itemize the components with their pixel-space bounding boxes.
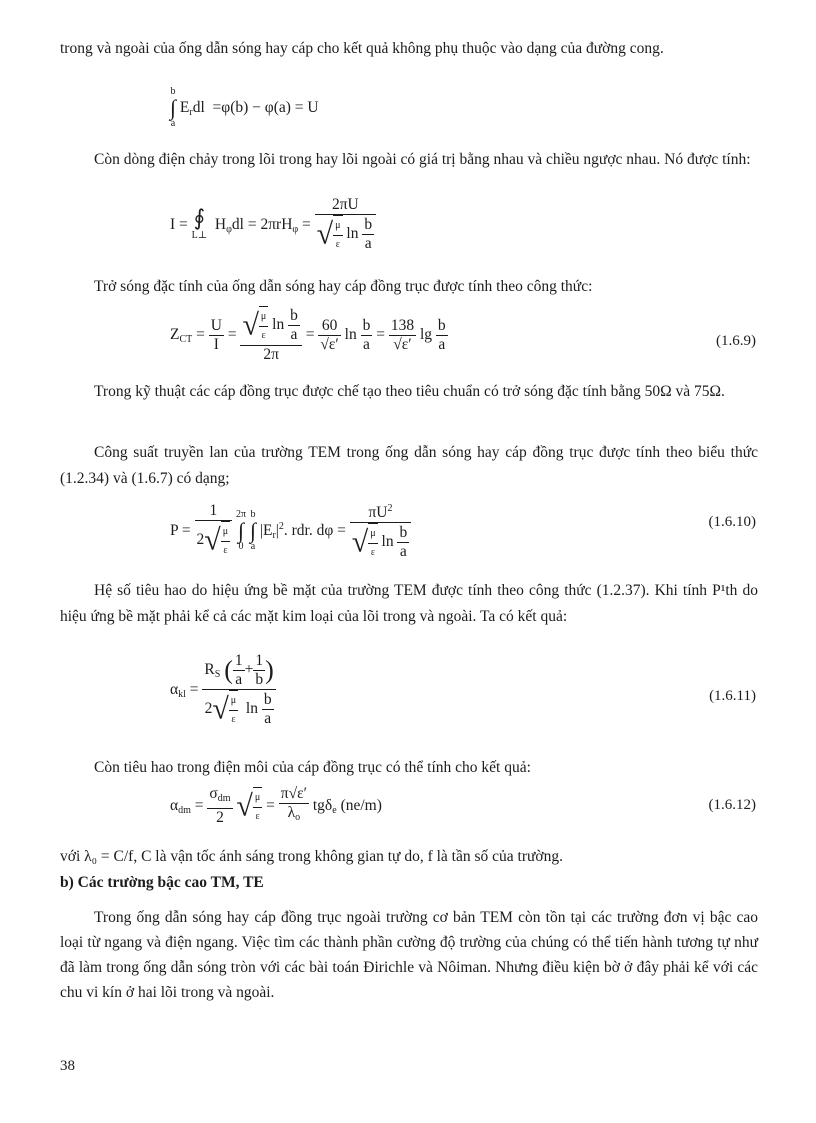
page-number: 38 [60, 1058, 75, 1074]
paragraph-3: Trở sóng đặc tính của ống dẫn sóng hay cáp đồng trục được tính theo công thức: [94, 278, 593, 295]
equation-current: I = ∮ L⊥ $H_\varphi dl = 2\pi rH_\varphi$ = 2πU √ $\frac{\mu}{\varepsilon}$ ln $\frac{b}{a}$ [170, 196, 376, 254]
paragraph-4: Trong kỹ thuật các cáp đồng trục được chế tạo theo tiêu chuẩn có trở sóng đặc tính bằng 50Ω và 75Ω. [94, 383, 725, 400]
equation-number-1-6-10: (1.6.10) [708, 514, 756, 530]
equation-number-1-6-12: (1.6.12) [708, 797, 756, 813]
paragraph-7: Còn tiêu hao trong điện môi của cáp đồng trục có thể tính cho kết quả: [94, 759, 531, 776]
paragraph-9: Trong ống dẫn sóng hay cáp đồng trục ngoài trường cơ bản TEM còn tồn tại các trường đơn vị bậc cao loại từ ngang và điện ngang. Việc tìm các thành phần cường độ trường của chúng có thể tiến hành tương tự như đã làm trong ống dẫn sóng tròn với các bài toán Đirichle và Nôiman. Nhưng điều kiện bờ ở đây phải kể với các chu vi kín ở hai lõi trong và ngoài. [60, 909, 758, 1001]
equation-integral-potential: b ∫ a $E_rdl =\varphi(b) - \varphi(a) = U$ [170, 86, 319, 129]
equation-surface-loss: $\alpha_{kl}$ = $R_S$ ( $\frac{1}{a}$ + $\frac{1}{b}$ ) 2√ $\frac{\mu}{\varepsilon}$ ln $\frac{b}{a}$ [170, 652, 274, 727]
equation-number-1-6-11: (1.6.11) [709, 688, 756, 704]
equation-number-1-6-9: (1.6.9) [716, 333, 756, 349]
paragraph-5: Công suất truyền lan của trường TEM trong ống dẫn sóng hay cáp đồng trục được tính theo biểu thức (1.2.34) và (1.6.7) có dạng; [60, 444, 758, 487]
equation-dielectric-loss: $\alpha_{dm}$ = $\frac{\sigma_{dm}}{2}$ √ $\frac{\mu}{\varepsilon}$ = $\frac{\pi√\varepsilon'}{\lambda_o}$ tgδ$_e$ (ne/m) [170, 785, 382, 826]
paragraph-8: với λ₀ = C/f, C là vận tốc ánh sáng trong không gian tự do, f là tần số của trường. [60, 848, 563, 865]
equation-characteristic-impedance: $Z_{CT}$ = $\frac{U}{I}$ = √ $\frac{\mu}{\varepsilon}$ ln $\frac{b}{a}$ 2π = $\frac{60}{√\varepsilon'}$ ln $\frac{b}{a}$ = $\frac{138}{√\varepsilon'}$ lg $\frac{b}{a}$ [170, 307, 446, 363]
paragraph-1: trong và ngoài của ống dẫn sóng hay cáp cho kết quả không phụ thuộc vào dạng của đường cong. [60, 40, 664, 57]
paragraph-2: Còn dòng điện chảy trong lõi trong hay lõi ngoài có giá trị bằng nhau và chiều ngược nhau. Nó được tính: [94, 151, 751, 168]
equation-power: P = 1 2√ $\frac{\mu}{\varepsilon}$ 2π ∫ 0 b ∫ a $|E_r|^2$. rdr. dφ = $\pi U^2$ √ $\frac{\mu}{\varepsilon}$ ln $\frac{b}{a}$ [170, 500, 411, 562]
section-heading-b: b) Các trường bậc cao TM, TE [60, 874, 264, 891]
paragraph-6: Hệ số tiêu hao do hiệu ứng bề mặt của trường TEM được tính theo công thức (1.2.37). Khi tính P¹th do hiệu ứng bề mặt phải kể cả các mặt kim loại của lõi trong và ngoài. Ta có kết quả: [60, 582, 758, 625]
